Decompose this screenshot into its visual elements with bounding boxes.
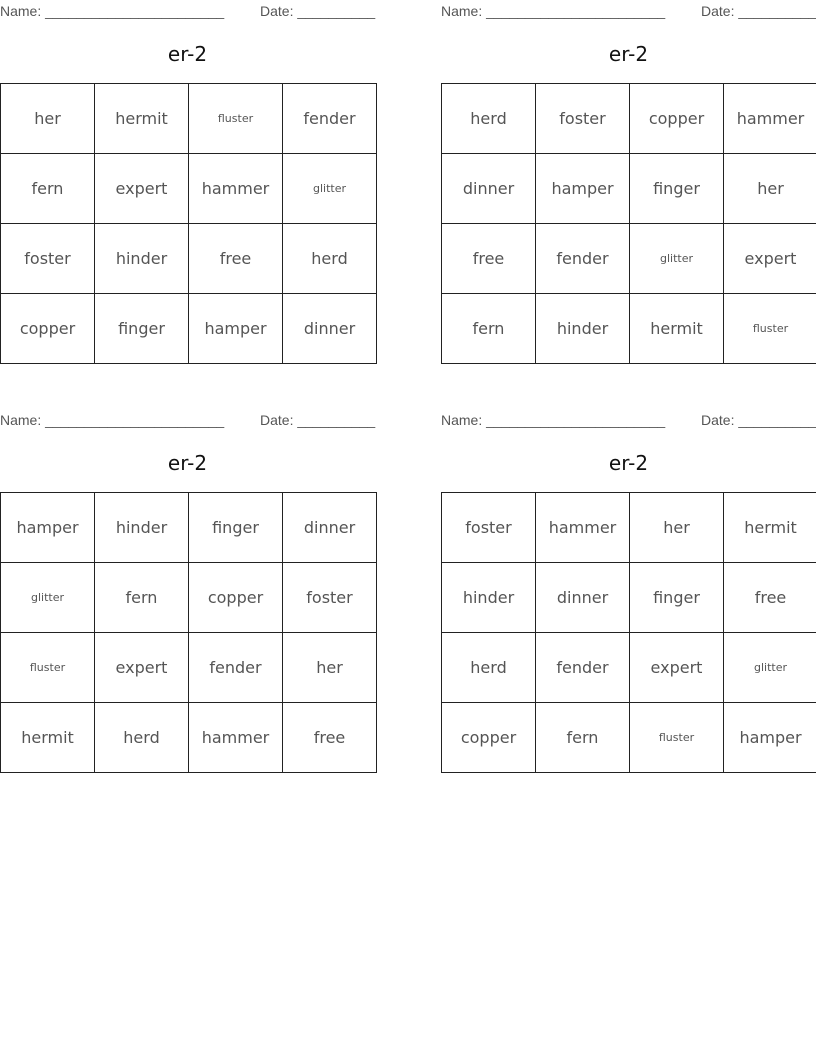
grid-cell: her	[724, 154, 816, 224]
bingo-grid	[0, 83, 377, 364]
bingo-grid	[441, 492, 816, 773]
grid-cell: hammer	[536, 493, 630, 563]
grid-cell: foster	[536, 84, 630, 154]
grid-cell: free	[724, 563, 816, 633]
grid-cell: glitter	[1, 563, 95, 633]
grid-cell: hermit	[724, 493, 816, 563]
card-header	[0, 0, 375, 22]
grid-cell: hamper	[189, 294, 283, 364]
card-header	[0, 409, 375, 431]
card-title: er-2	[608, 451, 649, 475]
grid-cell: fender	[536, 633, 630, 703]
grid-cell: free	[283, 703, 377, 773]
card-header	[441, 409, 816, 431]
grid-cell: hammer	[724, 84, 816, 154]
grid-cell: fender	[536, 224, 630, 294]
grid-cell: fender	[283, 84, 377, 154]
grid-cell: fluster	[189, 84, 283, 154]
bingo-grid	[0, 492, 377, 773]
grid-cell: fern	[442, 294, 536, 364]
grid-cell: herd	[442, 633, 536, 703]
grid-cell: hammer	[189, 154, 283, 224]
name-field: Name: _______________________	[0, 3, 225, 19]
grid-cell: hinder	[442, 563, 536, 633]
grid-cell: finger	[630, 563, 724, 633]
grid-cell: dinner	[536, 563, 630, 633]
grid-cell: fluster	[724, 294, 816, 364]
grid-cell: dinner	[283, 294, 377, 364]
grid-cell: fern	[95, 563, 189, 633]
grid-cell: dinner	[442, 154, 536, 224]
grid-cell: hinder	[536, 294, 630, 364]
grid-cell: her	[1, 84, 95, 154]
grid-cell: copper	[442, 703, 536, 773]
grid-cell: copper	[630, 84, 724, 154]
grid-cell: copper	[1, 294, 95, 364]
grid-cell: copper	[189, 563, 283, 633]
grid-cell: herd	[442, 84, 536, 154]
grid-cell: glitter	[283, 154, 377, 224]
name-field: Name: _______________________	[441, 3, 666, 19]
grid-cell: glitter	[630, 224, 724, 294]
grid-cell: expert	[724, 224, 816, 294]
card-header	[441, 0, 816, 22]
grid-cell: finger	[95, 294, 189, 364]
grid-cell: hammer	[189, 703, 283, 773]
grid-cell: hermit	[630, 294, 724, 364]
grid-cell: hermit	[1, 703, 95, 773]
grid-cell: hinder	[95, 224, 189, 294]
grid-cell: hinder	[95, 493, 189, 563]
card-title: er-2	[167, 42, 208, 66]
grid-cell: hermit	[95, 84, 189, 154]
date-field: Date: __________	[701, 3, 816, 19]
grid-cell: hamper	[1, 493, 95, 563]
grid-cell: hamper	[536, 154, 630, 224]
grid-cell: herd	[95, 703, 189, 773]
grid-cell: fender	[189, 633, 283, 703]
grid-cell: her	[630, 493, 724, 563]
bingo-card-3	[0, 409, 376, 747]
grid-cell: free	[442, 224, 536, 294]
grid-cell: hamper	[724, 703, 816, 773]
grid-cell: finger	[630, 154, 724, 224]
date-field: Date: __________	[260, 3, 376, 19]
bingo-card-2	[441, 0, 816, 338]
bingo-card-1	[0, 0, 376, 338]
name-field: Name: _______________________	[0, 412, 225, 428]
date-field: Date: __________	[701, 412, 816, 428]
grid-cell: foster	[442, 493, 536, 563]
grid-cell: fern	[1, 154, 95, 224]
grid-cell: herd	[283, 224, 377, 294]
grid-cell: expert	[95, 154, 189, 224]
card-title: er-2	[167, 451, 208, 475]
grid-cell: fluster	[630, 703, 724, 773]
grid-cell: dinner	[283, 493, 377, 563]
grid-cell: expert	[95, 633, 189, 703]
grid-cell: her	[283, 633, 377, 703]
grid-cell: glitter	[724, 633, 816, 703]
grid-cell: expert	[630, 633, 724, 703]
grid-cell: free	[189, 224, 283, 294]
grid-cell: foster	[1, 224, 95, 294]
bingo-grid	[441, 83, 816, 364]
grid-cell: foster	[283, 563, 377, 633]
grid-cell: finger	[189, 493, 283, 563]
grid-cell: fluster	[1, 633, 95, 703]
grid-cell: fern	[536, 703, 630, 773]
name-field: Name: _______________________	[441, 412, 666, 428]
bingo-card-4	[441, 409, 816, 747]
date-field: Date: __________	[260, 412, 376, 428]
card-title: er-2	[608, 42, 649, 66]
